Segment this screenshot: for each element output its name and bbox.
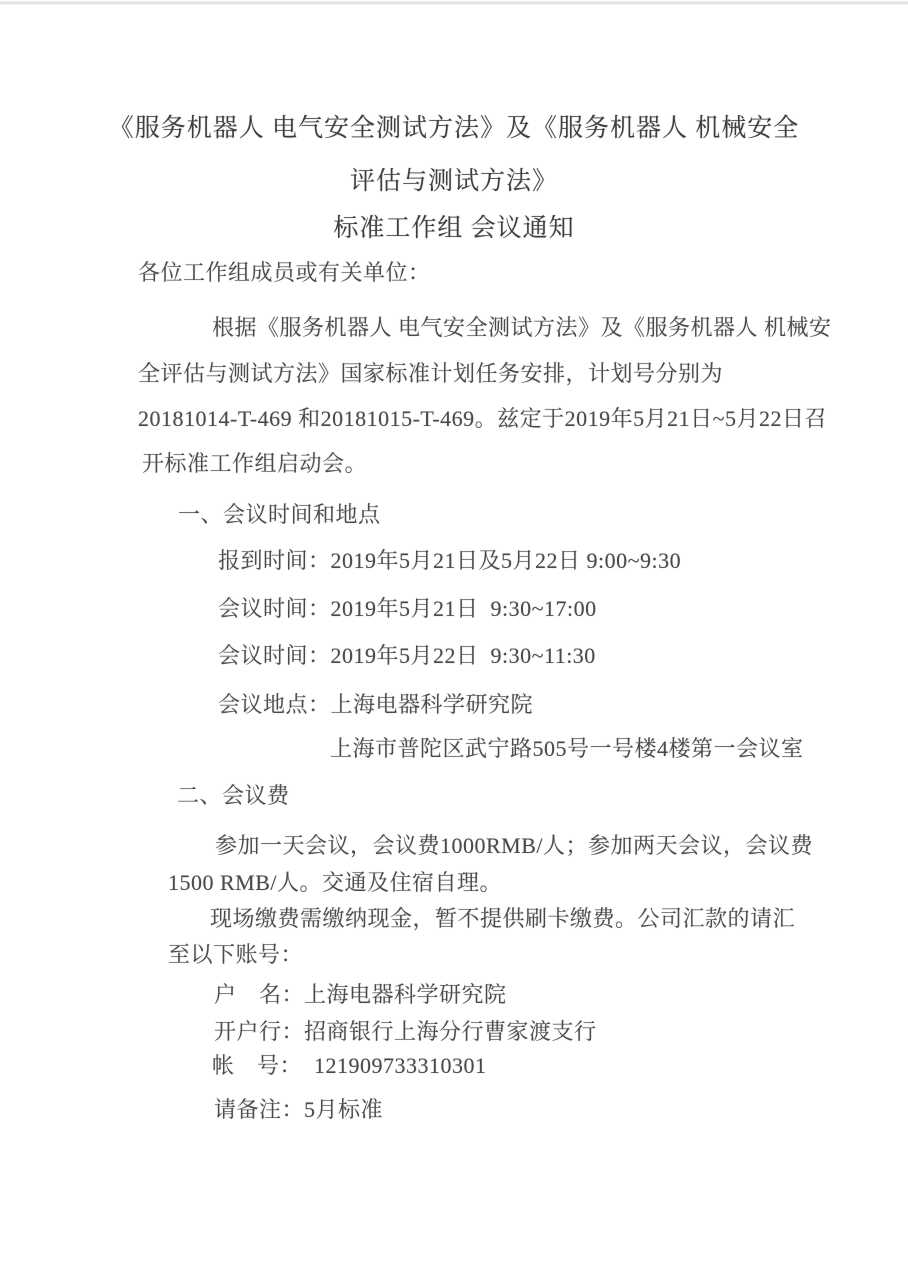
intro-line-4: 开标准工作组启动会。 <box>142 451 368 476</box>
doc-title-line-2: 评估与测试方法》 <box>349 168 558 195</box>
section2-heading: 二、会议费 <box>177 783 290 808</box>
doc-subtitle: 标准工作组 会议通知 <box>333 215 575 242</box>
remark-line: 请备注：5月标准 <box>214 1097 384 1122</box>
intro-line-1: 根据《服务机器人 电气安全测试方法》及《服务机器人 机械安 <box>212 315 832 340</box>
meeting-time-line-2: 会议时间：2019年5月22日 9:30~11:30 <box>218 643 596 668</box>
account-name-line: 户 名：上海电器科学研究院 <box>214 982 507 1007</box>
account-number-line: 帐 号： 121909733310301 <box>212 1053 487 1078</box>
fee-line-2: 1500 RMB/人。交通及住宿自理。 <box>168 870 503 895</box>
meeting-address-line: 上海市普陀区武宁路505号一号楼4楼第一会议室 <box>330 736 804 761</box>
meeting-time-line-1: 会议时间：2019年5月21日 9:30~17:00 <box>218 596 597 621</box>
section1-heading: 一、会议时间和地点 <box>178 502 381 527</box>
meeting-location-line: 会议地点：上海电器科学研究院 <box>218 692 534 717</box>
doc-title-line-1: 《服务机器人 电气安全测试方法》及《服务机器人 机械安全 <box>108 115 800 142</box>
fee-line-1: 参加一天会议，会议费1000RMB/人；参加两天会议，会议费 <box>215 833 814 858</box>
payment-line-1: 现场缴费需缴纳现金，暂不提供刷卡缴费。公司汇款的请汇 <box>210 906 796 931</box>
intro-line-2: 全评估与测试方法》国家标准计划任务安排，计划号分别为 <box>138 361 724 386</box>
account-bank-line: 开户行：招商银行上海分行曹家渡支行 <box>214 1019 597 1044</box>
scan-top-edge <box>0 1 908 5</box>
intro-line-3: 20181014-T-469 和20181015-T-469。兹定于2019年5月21日~5月22日召 <box>138 406 828 431</box>
payment-line-2: 至以下账号： <box>168 942 304 967</box>
salutation-line: 各位工作组成员或有关单位： <box>138 260 431 285</box>
registration-time-line: 报到时间：2019年5月21日及5月22日 9:00~9:30 <box>218 548 682 573</box>
